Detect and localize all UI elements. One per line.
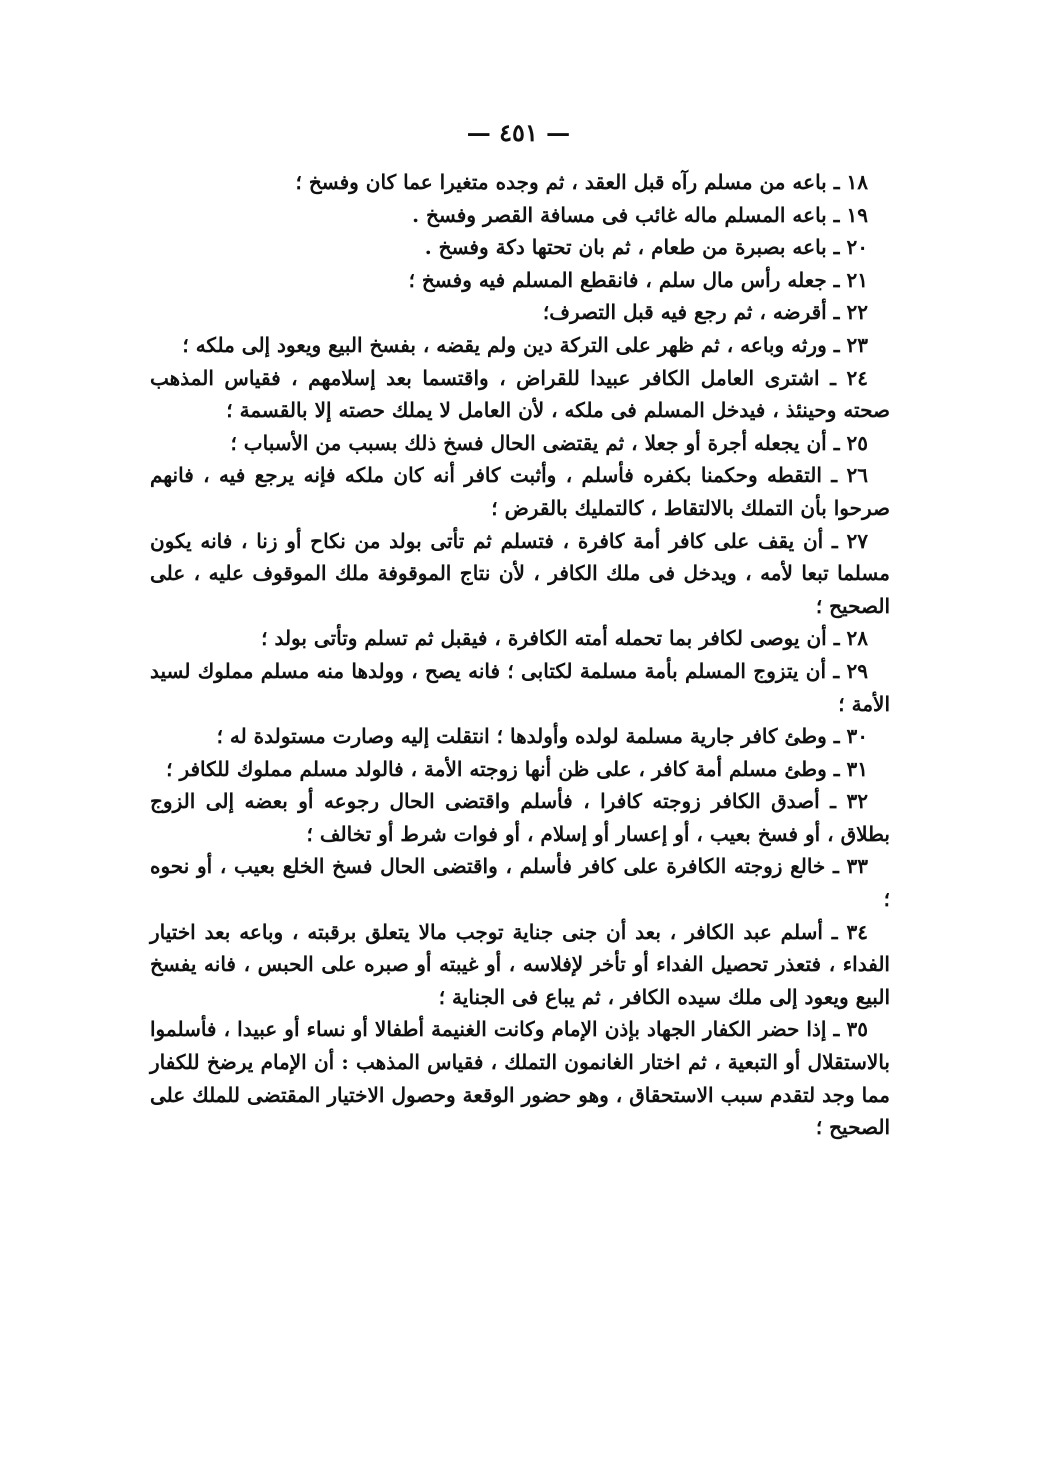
paragraph: ٢٧ ـ أن يقف على كافر أمة كافرة ، فتسلم ثم تأتى بولد من نكاح أو زنا ، فانه يكون مسلما تبعا لأمه ، ويدخل فى ملك الكافر ، لأن نتاج الموقوفة ملك الموقوف عليه ، على الصحيح ؛: [150, 528, 890, 618]
paragraph: ٣١ ـ وطئ مسلم أمة كافر ، على ظن أنها زوجته الأمة ، فالولد مسلم مملوك للكافر ؛: [166, 756, 868, 781]
paragraph: ٣٤ ـ أسلم عبد الكافر ، بعد أن جنى جناية توجب مالا يتعلق برقبته ، وباعه بعد اختيار الفداء ، فتعذر تحصيل الفداء أو تأخر لإفلاسه ، أو غيبته أو صبره على الحبس ، فانه يفسخ البيع ويعود إلى ملك سيده الكافر ، ثم يباع فى الجناية ؛: [150, 919, 890, 1009]
page-number: — ٤٥١ —: [466, 118, 571, 147]
paragraph: ٢٤ ـ اشترى العامل الكافر عبيدا للقراض ، واقتسما بعد إسلامهم ، فقياس المذهب صحته وحينئذ ، فيدخل المسلم فى ملكه ، لأن العامل لا يملك حصته إلا بالقسمة ؛: [150, 365, 890, 423]
paragraph: ٢١ ـ جعله رأس مال سلم ، فانقطع المسلم فيه وفسخ ؛: [408, 267, 868, 292]
paragraph: ٢٨ ـ أن يوصى لكافر بما تحمله أمته الكافرة ، فيقبل ثم تسلم وتأتى بولد ؛: [261, 626, 868, 651]
paragraph: ٣٠ ـ وطئ كافر جارية مسلمة لولده وأولدها ؛ انتقلت إليه وصارت مستولدة له ؛: [216, 724, 868, 749]
paragraph: ٣٢ ـ أصدق الكافر زوجته كافرا ، فأسلم واقتضى الحال رجوعه أو بعضه إلى الزوج بطلاق ، أو فسخ بعيب ، أو إعسار أو إسلام ، أو فوات شرط أو تخالف ؛: [150, 789, 890, 846]
page-body: [150, 166, 890, 1144]
paragraph: ٢٣ ـ ورثه وباعه ، ثم ظهر على التركة دين ولم يقضه ، بفسخ البيع ويعود إلى ملكه ؛: [182, 332, 868, 357]
paragraph: ٣٣ ـ خالع زوجته الكافرة على كافر فأسلم ، واقتضى الحال فسخ الخلع بعيب ، أو نحوه ؛: [150, 854, 890, 912]
paragraph: ٢٢ ـ أقرضه ، ثم رجع فيه قبل التصرف؛: [542, 300, 868, 325]
paragraph: ١٩ ـ باعه المسلم ماله غائب فى مسافة القصر وفسخ .: [412, 202, 868, 227]
paragraph: ٣٥ ـ إذا حضر الكفار الجهاد بإذن الإمام وكانت الغنيمة أطفالا أو نساء أو عبيدا ، فأسلموا بالاستقلال أو التبعية ، ثم اختار الغانمون التملك ، فقياس المذهب : أن الإمام يرضخ للكفار مما وجد لتقدم سبب الاستحقاق ، وهو حضور الوقعة وحصول الاختيار المقتضى للملك على الصحيح ؛: [150, 1017, 890, 1140]
paragraph: ٢٩ ـ أن يتزوج المسلم بأمة مسلمة لكتابى ؛ فانه يصح ، وولدها منه مسلم مملوك لسيد الأمة ؛: [150, 658, 890, 716]
paragraph: ٢٠ ـ باعه بصبرة من طعام ، ثم بان تحتها دكة وفسخ .: [424, 235, 868, 260]
paragraph: ٢٥ ـ أن يجعله أجرة أو جعلا ، ثم يقتضى الحال فسخ ذلك بسبب من الأسباب ؛: [230, 430, 868, 455]
paragraph: ٢٦ ـ التقطه وحكمنا بكفره فأسلم ، وأثبت كافر أنه كان ملكه فإنه يرجع فيه ، فانهم صرحوا بأن التملك بالالتقاط ، كالتمليك بالقرض ؛: [150, 463, 890, 520]
paragraph: ١٨ ـ باعه من مسلم رآه قبل العقد ، ثم وجده متغيرا عما كان وفسخ ؛: [295, 170, 868, 194]
